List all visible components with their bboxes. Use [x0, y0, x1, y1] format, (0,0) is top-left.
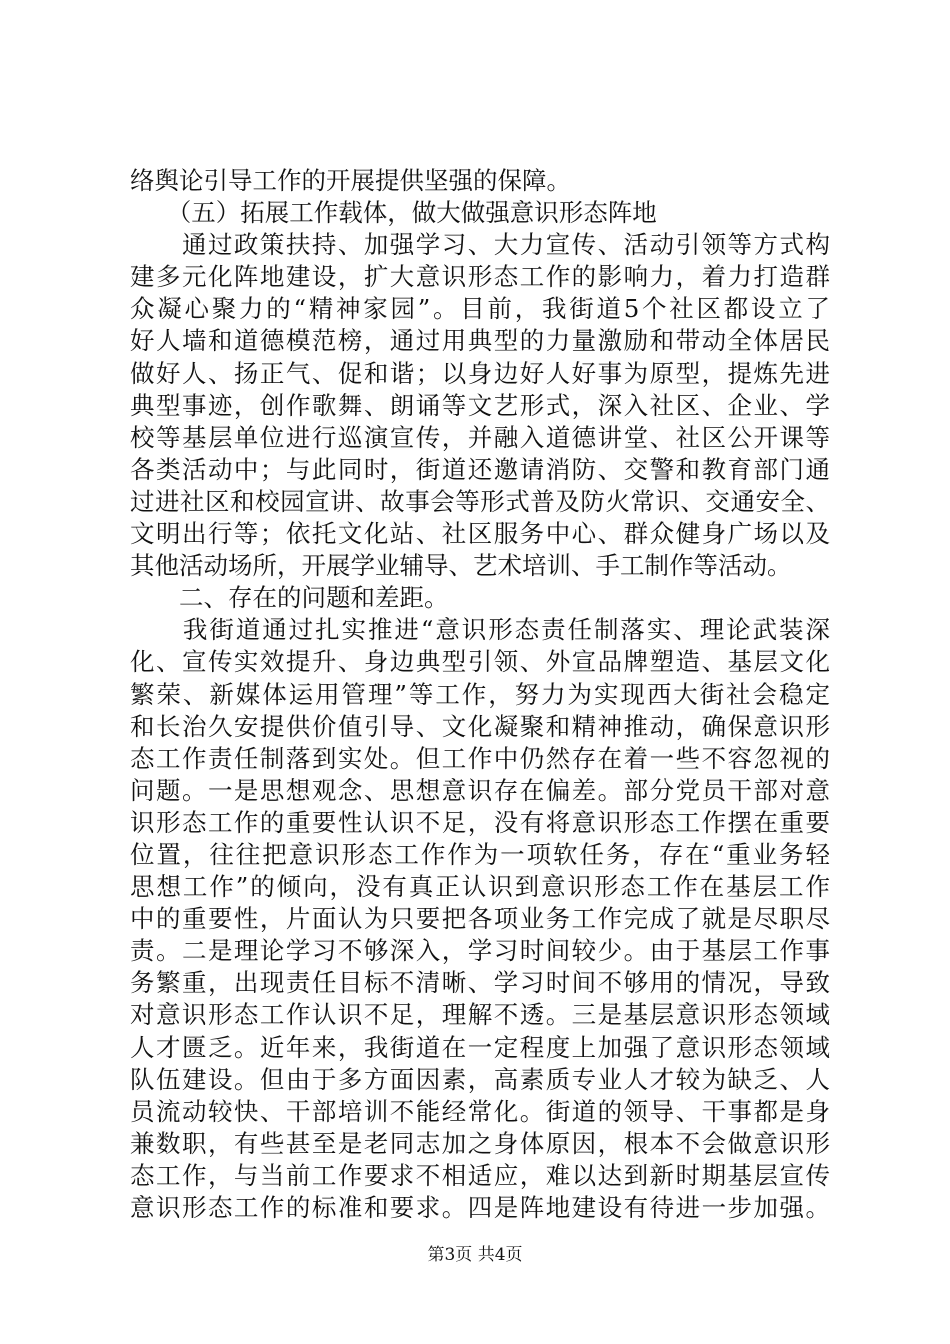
text-line: 过进社区和校园宣讲、故事会等形式普及防火常识、交通安全、	[130, 486, 830, 516]
text-line: 校等基层单位进行巡演宣传，并融入道德讲堂、社区公开课等	[130, 422, 830, 452]
text-line: 建多元化阵地建设，扩大意识形态工作的影响力，着力打造群	[130, 262, 830, 292]
text-line: 务繁重，出现责任目标不清晰、学习时间不够用的情况，导致	[130, 968, 830, 998]
text-line: 文明出行等；依托文化站、社区服务中心、群众健身广场以及	[130, 519, 830, 549]
text-line: 繁荣、新媒体运用管理”等工作，努力为实现西大街社会稳定	[130, 679, 830, 709]
text-line: 员流动较快、干部培训不能经常化。街道的领导、干事都是身	[130, 1096, 830, 1126]
text-line: 通过政策扶持、加强学习、大力宣传、活动引领等方式构	[130, 230, 830, 260]
text-line: 意识形态工作的标准和要求。四是阵地建设有待进一步加强。	[130, 1193, 830, 1222]
text-line: 我街道通过扎实推进“意识形态责任制落实、理论武装深	[130, 615, 830, 645]
text-line: 络舆论引导工作的开展提供坚强的保障。	[130, 166, 571, 195]
page-number-label: 第3页 共4页	[427, 1245, 523, 1265]
text-line: 做好人、扬正气、促和谐；以身边好人好事为原型，提炼先进	[130, 358, 830, 388]
text-line: 典型事迹，创作歌舞、朗诵等文艺形式，深入社区、企业、学	[130, 390, 830, 420]
text-line: 队伍建设。但由于多方面因素，高素质专业人才较为缺乏、人	[130, 1064, 830, 1094]
text-line: 思想工作”的倾向，没有真正认识到意识形态工作在基层工作	[130, 872, 830, 902]
section-heading: （五）拓展工作载体，做大做强意识形态阵地	[130, 198, 657, 228]
section-heading: 二、存在的问题和差距。	[130, 583, 449, 613]
text-line: 态工作责任制落到实处。但工作中仍然存在着一些不容忽视的	[130, 743, 830, 773]
text-line: 位置，往往把意识形态工作作为一项软任务，存在“重业务轻	[130, 839, 830, 869]
page-footer	[0, 1244, 950, 1266]
text-line: 人才匮乏。近年来，我街道在一定程度上加强了意识形态领域	[130, 1032, 830, 1062]
text-line: 各类活动中；与此同时，街道还邀请消防、交警和教育部门通	[130, 454, 830, 484]
text-line: 化、宣传实效提升、身边典型引领、外宣品牌塑造、基层文化	[130, 647, 830, 677]
text-line: 众凝心聚力的“精神家园”。目前，我街道5个社区都设立了	[130, 294, 830, 324]
text-line: 中的重要性，片面认为只要把各项业务工作完成了就是尽职尽	[130, 904, 830, 934]
text-line: 好人墙和道德模范榜，通过用典型的力量激励和带动全体居民	[130, 326, 830, 356]
text-line: 问题。一是思想观念、思想意识存在偏差。部分党员干部对意	[130, 775, 830, 805]
text-line: 责。二是理论学习不够深入，学习时间较少。由于基层工作事	[130, 936, 830, 966]
text-line: 其他活动场所，开展学业辅导、艺术培训、手工制作等活动。	[130, 551, 792, 581]
text-line: 兼数职，有些甚至是老同志加之身体原因，根本不会做意识形	[130, 1128, 830, 1158]
text-line: 和长治久安提供价值引导、文化凝聚和精神推动，确保意识形	[130, 711, 830, 741]
text-line: 识形态工作的重要性认识不足，没有将意识形态工作摆在重要	[130, 807, 830, 837]
text-line: 对意识形态工作认识不足，理解不透。三是基层意识形态领域	[130, 1000, 830, 1030]
text-line: 态工作，与当前工作要求不相适应，难以达到新时期基层宣传	[130, 1160, 830, 1190]
body-text	[130, 165, 830, 1224]
